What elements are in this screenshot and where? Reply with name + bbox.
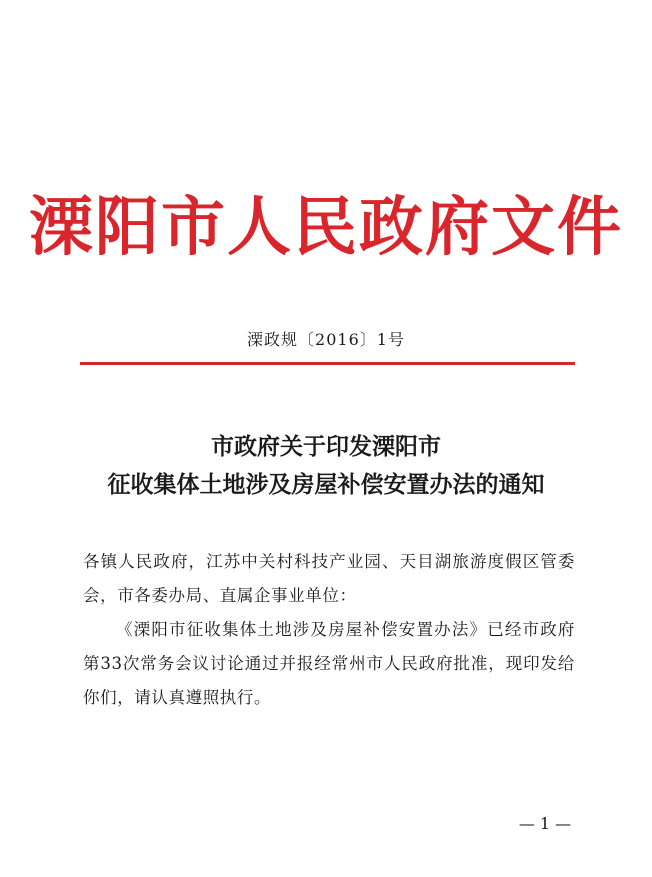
page-number: — 1 — [518,814,572,833]
body-paragraph: 《溧阳市征收集体土地涉及房屋补偿安置办法》已经市政府第33次常务会议讨论通过并报经常州市人民政府批准，现印发给你们，请认真遵照执行。 [83,620,575,707]
document-header-title: 溧阳市人民政府文件 [29,190,623,265]
header-divider-line [80,362,575,365]
notice-title [0,428,652,504]
notice-title-line-1: 市政府关于印发溧阳市 [211,433,441,460]
addressee-paragraph: 各镇人民政府，江苏中关村科技产业园、天目湖旅游度假区管委会，市各委办局、直属企事业单位： [83,552,575,605]
notice-title-line-2: 征收集体土地涉及房屋补偿安置办法的通知 [107,471,545,498]
document-number: 溧政规〔2016〕1号 [247,330,405,349]
document-body [83,545,575,715]
